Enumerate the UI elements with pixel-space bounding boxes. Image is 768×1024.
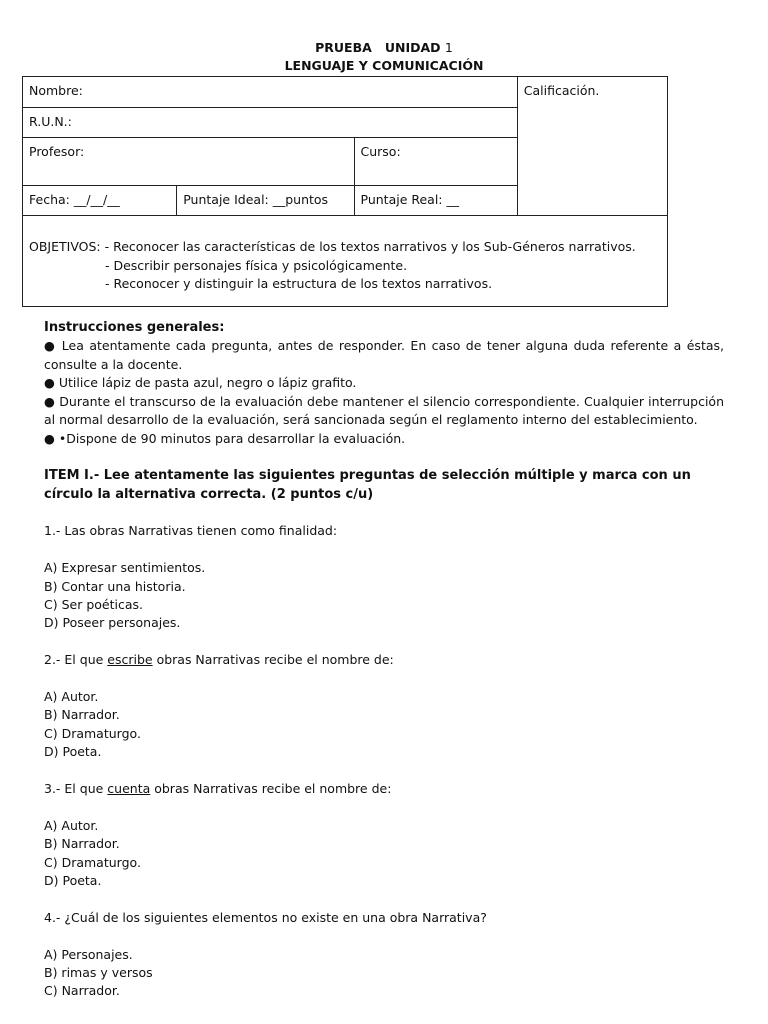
question-4: 4.- ¿Cuál de los siguientes elementos no existe en una obra Narrativa? xyxy=(44,909,487,925)
underlined-word: escribe xyxy=(107,652,153,668)
answer-option[interactable]: B) Narrador. xyxy=(44,707,120,723)
exam-content xyxy=(44,318,724,1001)
instruction-rule: ● Durante el transcurso de la evaluación debe mantener el silencio correspondiente. Cualquier interrupción al normal desarrollo de la evaluación, será sancionada según el reglamento interno del establecimiento. xyxy=(44,393,724,427)
answer-option[interactable]: D) Poeta. xyxy=(44,744,102,760)
ideal-score-field[interactable]: Puntaje Ideal: __puntos xyxy=(177,186,354,216)
document-title xyxy=(0,40,768,55)
question-text: 2.- El que xyxy=(44,652,108,668)
instruction-rule: ● •Dispone de 90 minutos para desarrollar la evaluación. xyxy=(44,430,406,446)
instruction-rule: ● Utilice lápiz de pasta azul, negro o lápiz grafito. xyxy=(44,375,357,390)
date-field[interactable]: Fecha: __/__/__ xyxy=(23,186,177,216)
run-field[interactable]: R.U.N.: xyxy=(23,108,518,138)
answer-option[interactable]: C) Dramaturgo. xyxy=(44,854,141,870)
objective-line: - Reconocer y distinguir la estructura de los textos narrativos. xyxy=(105,276,493,291)
question-1: 1.- Las obras Narrativas tienen como finalidad: xyxy=(44,523,338,539)
answer-option[interactable]: C) Ser poéticas. xyxy=(44,597,143,612)
question-text: obras Narrativas recibe el nombre de: xyxy=(152,652,394,668)
name-field[interactable]: Nombre: xyxy=(23,77,518,108)
answer-option[interactable]: B) Contar una historia. xyxy=(44,578,186,594)
objectives-box xyxy=(23,216,668,307)
objective-line: OBJETIVOS: - Reconocer las características de los textos narrativos y los Sub-Géneros narrativos. xyxy=(29,239,636,254)
title-number: 1 xyxy=(444,40,453,55)
title-main: PRUEBA UNIDAD xyxy=(315,40,445,55)
item-title: ITEM I.- Lee atentamente las siguientes preguntas de selección múltiple y marca con un círculo la alternativa correcta. (2 puntos c/u) xyxy=(44,468,691,502)
student-info-table xyxy=(22,76,668,307)
answer-option[interactable]: A) Autor. xyxy=(44,817,99,833)
answer-option[interactable]: C) Narrador. xyxy=(44,983,120,999)
question-text: 3.- El que xyxy=(44,781,108,797)
real-score-field[interactable]: Puntaje Real: __ xyxy=(354,186,517,216)
question-text: obras Narrativas recibe el nombre de: xyxy=(150,781,392,797)
objective-line: - Describir personajes física y psicológicamente. xyxy=(105,257,408,273)
answer-option[interactable]: D) Poseer personajes. xyxy=(44,615,181,631)
answer-option[interactable]: C) Dramaturgo. xyxy=(44,725,141,741)
question-3 xyxy=(44,780,724,798)
teacher-field[interactable]: Profesor: xyxy=(23,138,355,186)
answer-option[interactable]: A) Personajes. xyxy=(44,946,133,962)
answer-option[interactable]: A) Autor. xyxy=(44,689,99,704)
underlined-word: cuenta xyxy=(107,781,151,797)
answer-option[interactable]: D) Poeta. xyxy=(44,873,102,889)
answer-option[interactable]: A) Expresar sentimientos. xyxy=(44,560,206,576)
course-field[interactable]: Curso: xyxy=(354,138,517,186)
answer-option[interactable]: B) rimas y versos xyxy=(44,965,153,981)
question-2 xyxy=(44,651,724,669)
answer-option[interactable]: B) Narrador. xyxy=(44,836,120,852)
document-subtitle: LENGUAJE Y COMUNICACIÓN xyxy=(284,58,484,73)
grade-field[interactable]: Calificación. xyxy=(517,77,667,216)
instructions-heading: Instrucciones generales: xyxy=(44,320,225,335)
instruction-rule: ● Lea atentamente cada pregunta, antes de responder. En caso de tener alguna duda referente a éstas, consulte a la docente. xyxy=(44,338,724,372)
